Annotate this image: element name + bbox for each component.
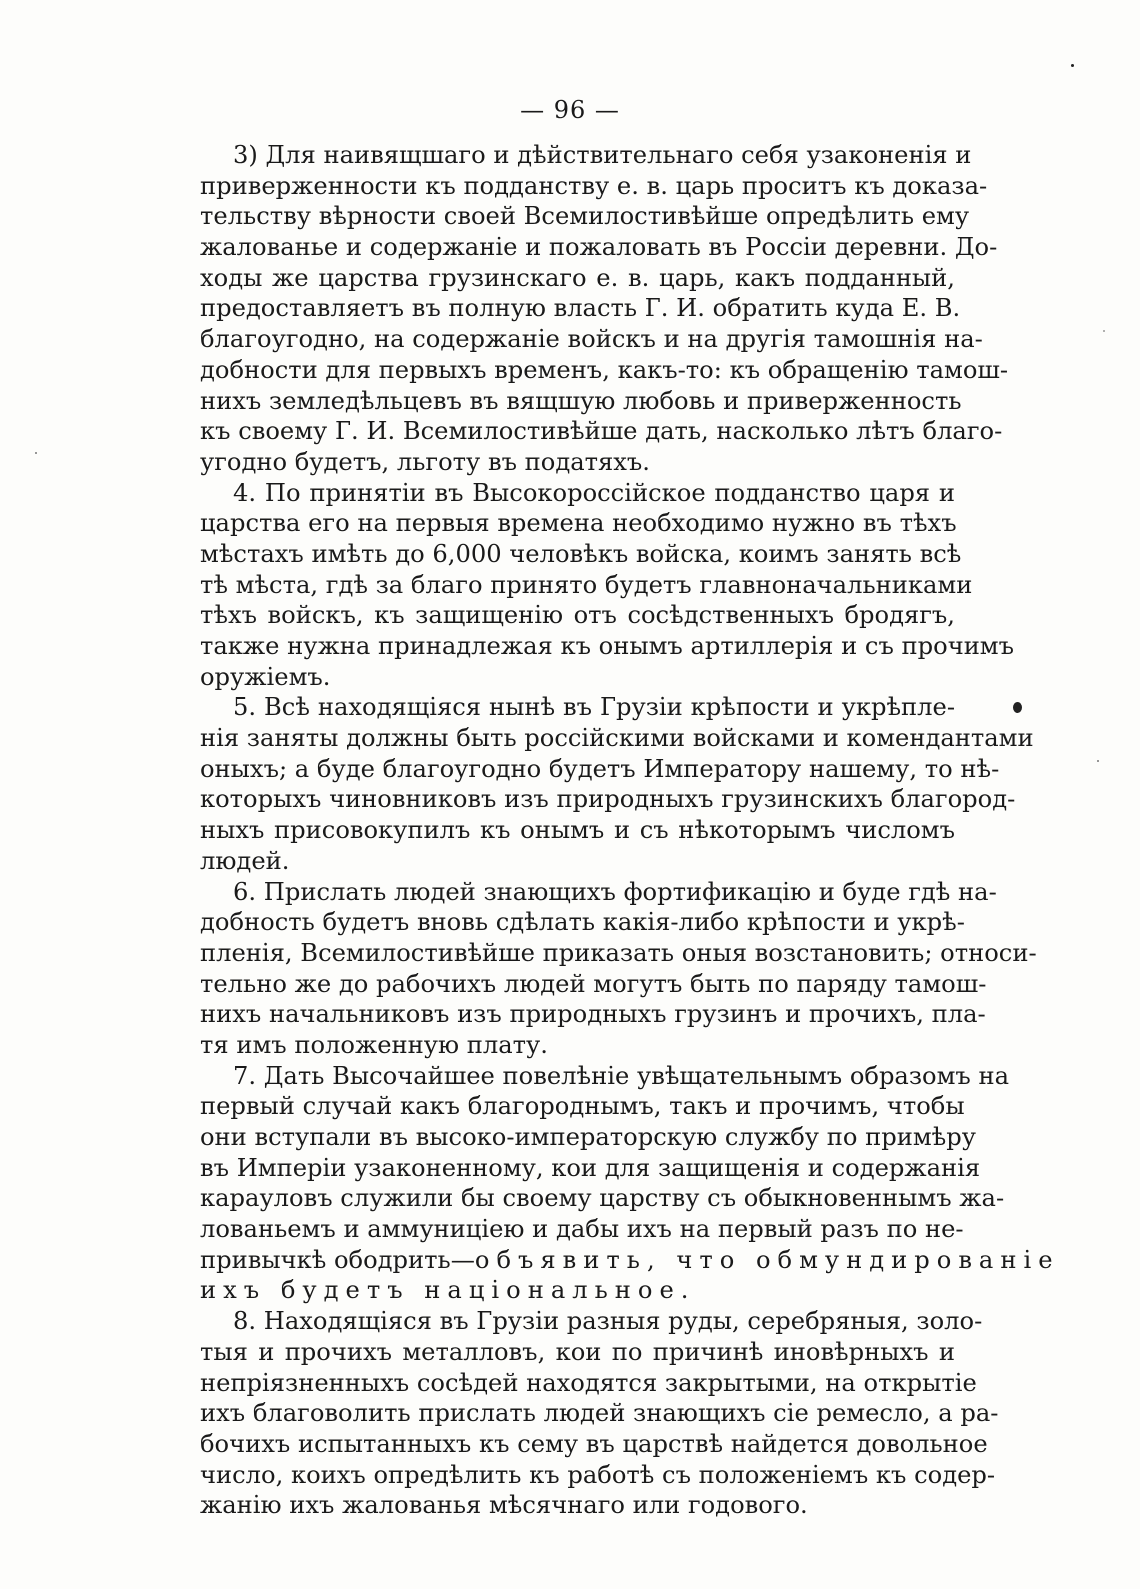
- text-line: добности для первыхъ временъ, какъ-то: къ обращенію тамош-: [200, 355, 1009, 384]
- ink-speck: [35, 452, 37, 454]
- paragraph-6: [200, 877, 1037, 1061]
- ink-speck: [1013, 702, 1022, 713]
- page-number: — 96 —: [520, 96, 620, 124]
- text-line: оныхъ; а буде благоугодно будетъ Императору нашему, то нѣ-: [200, 754, 1000, 783]
- text-line: нія заняты должны быть россійскими войсками и комендантами: [200, 724, 1034, 753]
- text-line: непріязненныхъ сосѣдей находятся закрытыми, на открытіе: [200, 1368, 977, 1397]
- text-line: угодно будетъ, льготу въ податяхъ.: [200, 447, 650, 476]
- paragraph-3: [200, 140, 1009, 478]
- text-line: тѣ мѣста, гдѣ за благо принято будетъ главноначальниками: [200, 570, 973, 599]
- text-line: 4. По принятіи въ Высокороссійское подданство царя и: [233, 478, 955, 507]
- text-line: ихъ благоволить прислать людей знающихъ сіе ремесло, а ра-: [200, 1399, 999, 1428]
- ink-speck: [1097, 760, 1099, 762]
- text-line: нихъ начальниковъ изъ природныхъ грузинъ и прочихъ, пла-: [200, 1000, 986, 1029]
- text-line: приверженности къ подданству е. в. царь проситъ къ доказа-: [200, 171, 988, 200]
- text-line: оружіемъ.: [200, 662, 331, 691]
- paragraph-7: [200, 1061, 1060, 1307]
- text-line: тыя и прочихъ металловъ, кои по причинѣ иновѣрныхъ и: [200, 1337, 955, 1366]
- text-line: благоугодно, на содержаніе войскъ и на другія тамошнія на-: [200, 325, 983, 354]
- paragraph-4: [200, 478, 1015, 693]
- text-line: 5. Всѣ находящіяся нынѣ въ Грузіи крѣпости и укрѣпле-: [233, 693, 955, 722]
- paragraph-8: [200, 1306, 999, 1521]
- text-line: они вступали въ высоко-императорскую службу по примѣру: [200, 1123, 976, 1151]
- text-line: тельно же до рабочихъ людей могутъ быть по паряду тамош-: [200, 969, 987, 998]
- text-line: ходы же царства грузинскаго е. в. царь, какъ подданный,: [200, 263, 955, 292]
- page-text: [200, 140, 1060, 1521]
- text-line: мѣстахъ имѣть до 6,000 человѣкъ войска, коимъ занять всѣ: [200, 539, 962, 568]
- text-line: жалованье и содержаніе и пожаловать въ Россіи деревни. До-: [200, 233, 998, 262]
- text-line: царства его на первыя времена необходимо нужно въ тѣхъ: [200, 509, 957, 538]
- text-line: жанію ихъ жалованья мѣсячнаго или годового.: [200, 1491, 808, 1520]
- text-line: [200, 1245, 1060, 1276]
- text-line: карауловъ служили бы своему царству съ обыкновеннымъ жа-: [200, 1184, 1005, 1213]
- spaced-text-line: ихъ будетъ національное.: [200, 1276, 696, 1305]
- text-line: ныхъ присовокупилъ къ онымъ и съ нѣкоторымъ числомъ: [200, 816, 955, 845]
- text-line: тя имъ положенную плату.: [200, 1030, 548, 1059]
- text-line: 7. Дать Высочайшее повелѣніе увѣщательнымъ образомъ на: [233, 1061, 1010, 1090]
- text-line: также нужна принадлежая къ онымъ артиллерія и съ прочимъ: [200, 632, 1015, 660]
- text-segment: привычкѣ ободрить—: [200, 1245, 475, 1274]
- text-line: тѣхъ войскъ, къ защищенію отъ сосѣдственныхъ бродягъ,: [200, 601, 955, 630]
- text-line: къ своему Г. И. Всемилостивѣйше дать, насколько лѣтъ благо-: [200, 417, 1003, 446]
- ink-speck: [1071, 64, 1074, 67]
- text-line: пленія, Всемилостивѣйше приказать оныя возстановить; относи-: [200, 938, 1037, 967]
- text-line: 3) Для наивящшаго и дѣйствительнаго себя узаконенія и: [233, 141, 972, 169]
- text-line: 6. Прислать людей знающихъ фортификацію и буде гдѣ на-: [233, 877, 997, 906]
- text-line: тельству вѣрности своей Всемилостивѣйше опредѣлить ему: [200, 202, 970, 231]
- text-line: которыхъ чиновниковъ изъ природныхъ грузинскихъ благород-: [200, 785, 1016, 814]
- text-line: предоставляетъ въ полную власть Г. И. обратить куда Е. В.: [200, 294, 961, 323]
- ink-speck: [1103, 330, 1105, 332]
- text-line: лованьемъ и аммуниціею и дабы ихъ на первый разъ по не-: [200, 1215, 964, 1244]
- text-line: число, коихъ опредѣлить къ работѣ съ положеніемъ къ содер-: [200, 1460, 996, 1489]
- paragraph-5: [200, 692, 1034, 876]
- text-line: людей.: [200, 846, 290, 875]
- spaced-text: объявить, что обмундированіе: [474, 1245, 1060, 1274]
- text-line: первый случай какъ благороднымъ, такъ и прочимъ, чтобы: [200, 1092, 965, 1121]
- text-line: въ Имперіи узаконенному, кои для защищенія и содержанія: [200, 1153, 981, 1182]
- text-line: нихъ земледѣльцевъ въ вящшую любовь и приверженность: [200, 386, 962, 415]
- text-line: 8. Находящіяся въ Грузіи разныя руды, серебряныя, золо-: [233, 1307, 983, 1336]
- text-line: бочихъ испытанныхъ къ сему въ царствѣ найдется довольное: [200, 1429, 988, 1458]
- text-line: добность будетъ вновь сдѣлать какія-либо крѣпости и укрѣ-: [200, 908, 965, 937]
